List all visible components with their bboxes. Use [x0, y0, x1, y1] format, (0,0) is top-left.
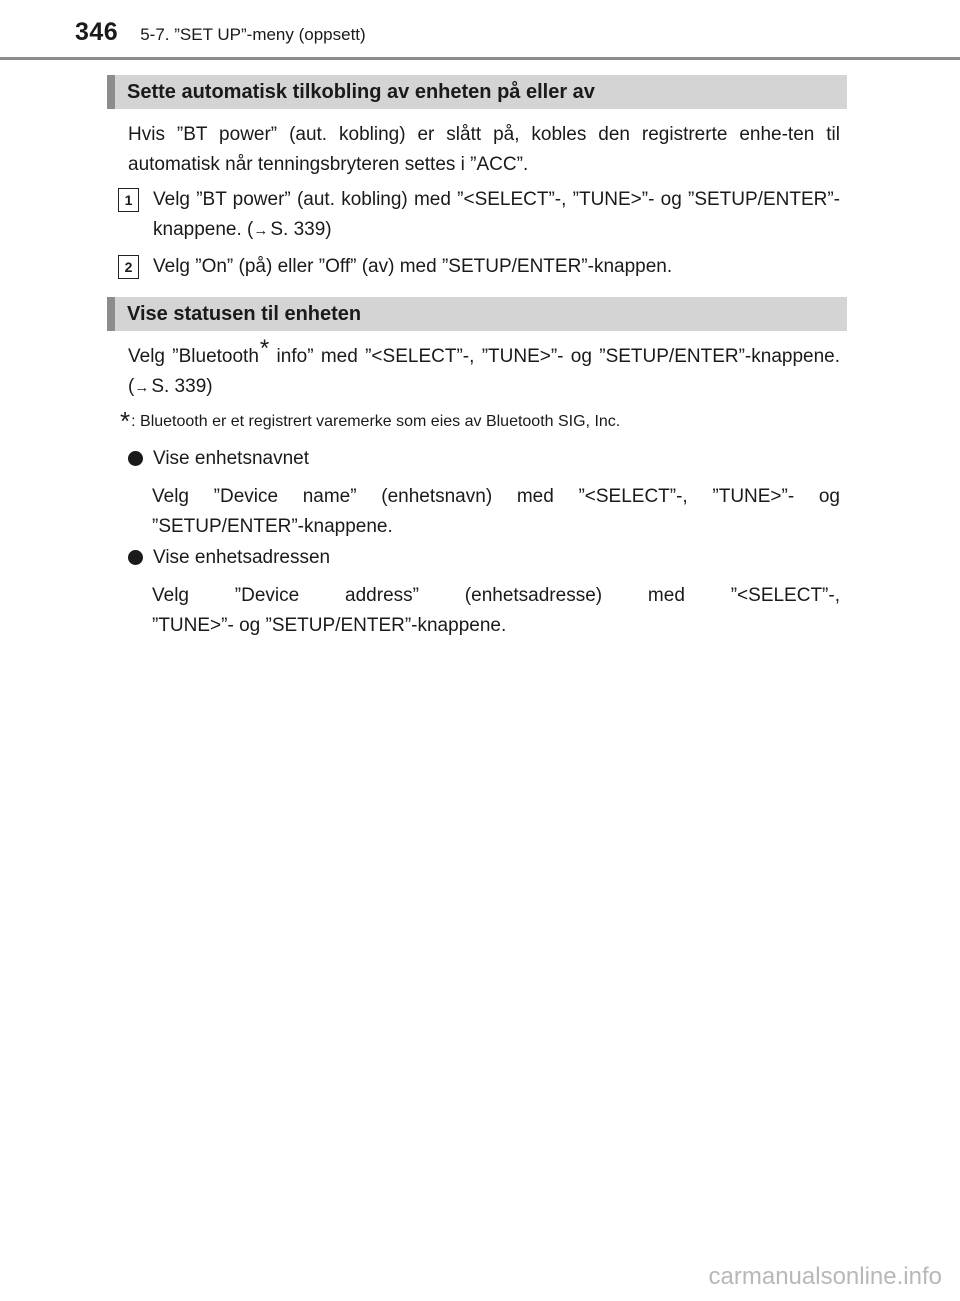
section-title: Sette automatisk tilkobling av enheten på eller av [127, 80, 595, 103]
footnote-marker: * [259, 335, 270, 362]
page-header [75, 18, 366, 52]
list-item-title: Vise enhetsnavnet [153, 448, 309, 469]
page-reference: S. 339) [270, 219, 332, 240]
status-paragraph: Velg ”Bluetooth* info” med ”<SELECT”-, ”TUNE>”- og ”SETUP/ENTER”-knappene. (→ S. 339) [128, 335, 840, 397]
section-title: Vise statusen til enheten [127, 302, 362, 325]
intro-paragraph: Hvis ”BT power” (aut. kobling) er slått på, kobles den registrerte enhe-ten til automatisk når tenningsbryteren settes i ”ACC”. [128, 124, 840, 175]
section-heading-device-status [107, 297, 847, 331]
list-item-title: Vise enhetsadressen [153, 547, 331, 568]
step-number-badge: 2 [118, 255, 139, 279]
step-1 [118, 185, 840, 246]
section-marker [107, 75, 115, 109]
step-2 [118, 252, 840, 282]
bullet-icon [128, 451, 143, 466]
bullet-icon [128, 550, 143, 565]
footnote-asterisk: * [120, 406, 131, 436]
header-rule [0, 57, 960, 60]
section-marker [107, 297, 115, 331]
list-item-description: Velg ”Device name” (enhetsnavn) med ”<SELECT”-, ”TUNE>”- og ”SETUP/ENTER”-knappene. [152, 486, 840, 537]
footnote: *: Bluetooth er et registrert varemerke som eies av Bluetooth SIG, Inc. [120, 406, 621, 436]
list-item-description: Velg ”Device address” (enhetsadresse) med ”<SELECT”-, ”TUNE>”- og ”SETUP/ENTER”-knappene. [152, 585, 840, 636]
list-item [128, 543, 840, 573]
arrow-right-icon: → [253, 222, 269, 239]
page-number: 346 [75, 18, 119, 46]
watermark: carmanualsonline.info [708, 1263, 942, 1290]
list-item [128, 444, 840, 474]
step-text: Velg ”BT power” (aut. kobling) med ”<SELECT”-, ”TUNE>”- og ”SETUP/ENTER”-knappene. (→ S. 339) [153, 189, 840, 240]
step-number-badge: 1 [118, 188, 139, 212]
chapter-title: 5-7. ”SET UP”-meny (oppsett) [140, 25, 366, 44]
step-text: Velg ”On” (på) eller ”Off” (av) med ”SETUP/ENTER”-knappen. [153, 256, 673, 277]
section-heading-auto-connect [107, 75, 847, 109]
page-reference: S. 339) [151, 376, 213, 397]
arrow-right-icon: → [134, 379, 150, 396]
